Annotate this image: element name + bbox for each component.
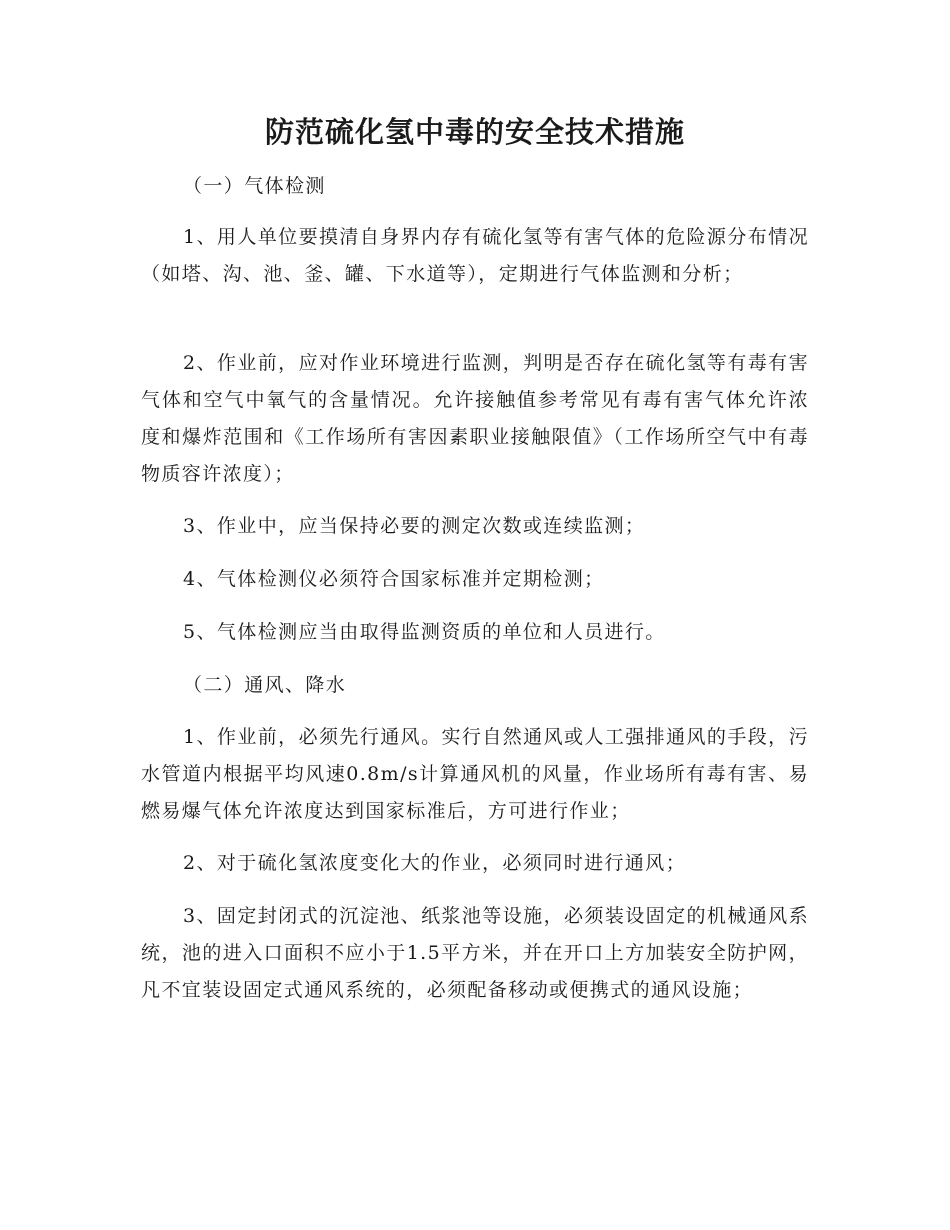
section-heading-gas-detection: （一）气体检测: [183, 175, 326, 197]
paragraph-gas-detection-3: 3、作业中，应当保持必要的测定次数或连续监测；: [183, 515, 646, 537]
paragraph-gas-detection-2: 2、作业前，应对作业环境进行监测，判明是否存在硫化氢等有毒有害气体和空气中氧气的含量情况。允许接触值参考常见有毒有害气体允许浓度和爆炸范围和《工作场所有害因素职业接触限值》（工作场所空气中有毒物质容许浓度）；: [141, 352, 809, 485]
paragraph-ventilation-1: 1、作业前，必须先行通风。实行自然通风或人工强排通风的手段，污水管道内根据平均风速0.8m/s计算通风机的风量，作业场所有毒有害、易燃易爆气体允许浓度达到国家标准后，方可进行作业；: [141, 726, 809, 822]
paragraph-ventilation-3: 3、固定封闭式的沉淀池、纸浆池等设施，必须装设固定的机械通风系统，池的进入口面积不应小于1.5平方米，并在开口上方加装安全防护网，凡不宜装设固定式通风系统的，必须配备移动或便携式的通风设施；: [141, 905, 809, 1001]
section-heading-ventilation: （二）通风、降水: [183, 674, 347, 696]
paragraph-gas-detection-4: 4、气体检测仪必须符合国家标准并定期检测；: [183, 568, 605, 590]
document-title: 防范硫化氢中毒的安全技术措施: [264, 115, 685, 149]
paragraph-gas-detection-5: 5、气体检测应当由取得监测资质的单位和人员进行。: [183, 621, 666, 643]
paragraph-ventilation-2: 2、对于硫化氢浓度变化大的作业，必须同时进行通风；: [183, 852, 687, 874]
paragraph-gas-detection-1: 1、用人单位要摸清自身界内存有硫化氢等有害气体的危险源分布情况（如塔、沟、池、釜、罐、下水道等），定期进行气体监测和分析；: [141, 226, 809, 285]
